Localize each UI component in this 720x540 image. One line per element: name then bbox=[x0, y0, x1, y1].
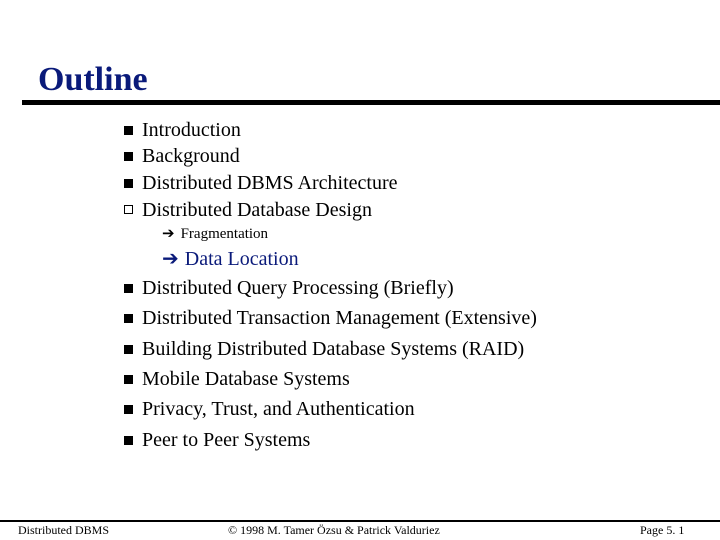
footer-course-name: Distributed DBMS bbox=[18, 523, 110, 537]
bullet-filled-square-icon bbox=[124, 314, 133, 323]
bullet-filled-square-icon bbox=[124, 375, 133, 384]
footer-copyright: © 1998 M. Tamer Özsu & Patrick Valduriez bbox=[228, 523, 440, 537]
outline-item-architecture: Distributed DBMS Architecture bbox=[142, 172, 398, 194]
outline-item-privacy: Privacy, Trust, and Authentication bbox=[142, 398, 415, 420]
outline-item-raid: Building Distributed Database Systems (RAID) bbox=[142, 338, 525, 360]
subitem-label: Fragmentation bbox=[180, 226, 269, 242]
bullet-filled-square-icon bbox=[124, 152, 133, 161]
bullet-filled-square-icon bbox=[124, 126, 133, 135]
bullet-filled-square-icon bbox=[124, 436, 133, 445]
subitem-fragmentation bbox=[162, 224, 268, 243]
outline-item-introduction: Introduction bbox=[142, 119, 241, 141]
outline-item-transaction-management: Distributed Transaction Management (Extensive) bbox=[142, 307, 537, 329]
outline-item-design: Distributed Database Design bbox=[142, 199, 372, 221]
bullet-hollow-square-icon bbox=[124, 205, 133, 214]
arrow-right-icon: ➔ bbox=[162, 224, 175, 242]
slide-title: Outline bbox=[38, 61, 148, 98]
outline-item-mobile: Mobile Database Systems bbox=[142, 368, 350, 390]
bullet-filled-square-icon bbox=[124, 179, 133, 188]
bullet-filled-square-icon bbox=[124, 284, 133, 293]
footer-page-number: Page 5. 1 bbox=[640, 523, 685, 537]
arrow-right-icon: ➔ bbox=[162, 246, 179, 270]
bullet-filled-square-icon bbox=[124, 405, 133, 414]
bullet-filled-square-icon bbox=[124, 345, 133, 354]
outline-item-background: Background bbox=[142, 145, 240, 167]
outline-item-query-processing: Distributed Query Processing (Briefly) bbox=[142, 277, 454, 299]
subitem-label: Data Location bbox=[184, 248, 299, 270]
outline-item-peer-to-peer: Peer to Peer Systems bbox=[142, 429, 311, 451]
subitem-data-location bbox=[162, 246, 299, 271]
